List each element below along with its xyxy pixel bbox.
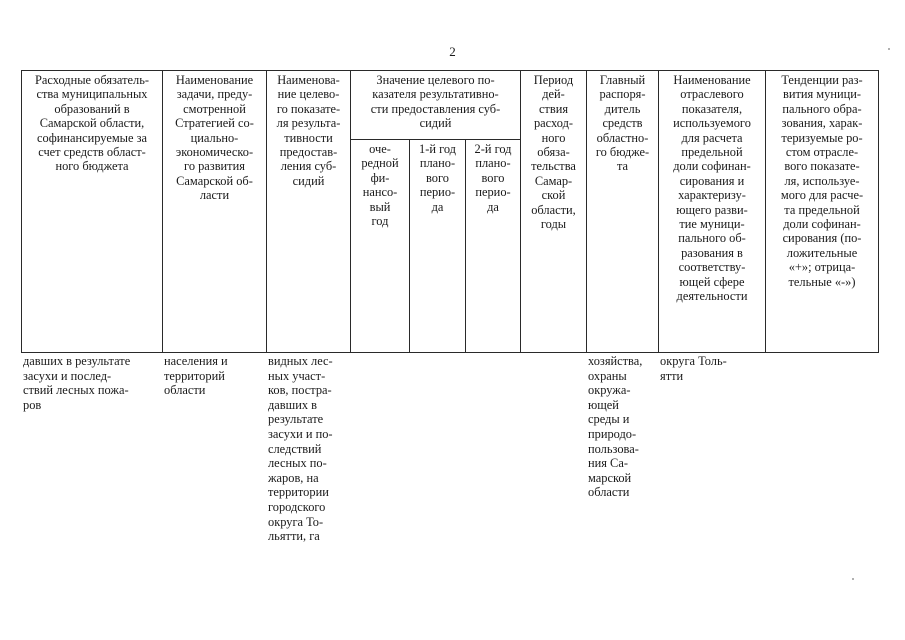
cell-period [520,354,586,544]
header-sub-current-year: оче- редной фи- нансо- вый год [351,140,410,353]
table-row [21,354,878,544]
header-col-chief-manager: Главный распоря- дитель средств областно- го бюдже- та [587,71,659,353]
header-col-indicator-value: Значение целевого по- казателя результативно- сти предоставления суб- сидий [351,71,521,140]
header-table [21,70,879,353]
header-sub-plan-year-2: 2-й год плано- вого перио- да [466,140,521,353]
header-col-obligations: Расходные обязатель- ства муниципальных образований в Самарской области, софинансируемые за счет средств област- ного бюджета [22,71,163,353]
cell-sector-indicator: округа Толь- ятти [660,354,727,383]
header-col-trends: Тенденции раз- вития муници- пального обра- зования, харак- теризуемые ро- стом отрасле- вого показате- ля, используе- мого для расче- та предельной доли софинан- сирования (по- ложительные «+»; отрица- тельные «-») [766,71,879,353]
cell-trends [765,354,878,544]
scan-speck [888,48,890,50]
cell-obligations: давших в результате засухи и послед- ствий лесных пожа- ров [23,354,131,412]
header-col-sector-indicator: Наименование отраслевого показателя, используемого для расчета предельной доли софинан- сирования и характеризу- ющего разви- тие муници- пального об- разования в соответству- ющей сфере деятельности [659,71,766,353]
page-number: 2 [449,44,456,59]
scan-speck [852,578,854,580]
cell-indicator-values [350,354,520,544]
cell-target-indicator: видных лес- ных участ- ков, постра- давших в результате засухи и по- следствий лесных по- жаров, на территории городского округа То- льятти, га [268,354,333,544]
continuation-table [21,354,878,544]
header-col-target-indicator: Наименова- ние целево- го показате- ля результа- тивности предостав- ления суб- сидий [267,71,351,353]
cell-task: населения и территорий области [164,354,228,398]
header-col-task: Наименование задачи, преду- смотренной Стратегией со- циально- экономическо- го развития Самарской об- ласти [163,71,267,353]
header-sub-plan-year-1: 1-й год плано- вого перио- да [410,140,466,353]
cell-chief-manager: хозяйства, охраны окружа- ющей среды и природо- пользова- ния Са- марской области [588,354,643,500]
header-col-period: Период дей- ствия расход- ного обяза- тельства Самар- ской области, годы [521,71,587,353]
